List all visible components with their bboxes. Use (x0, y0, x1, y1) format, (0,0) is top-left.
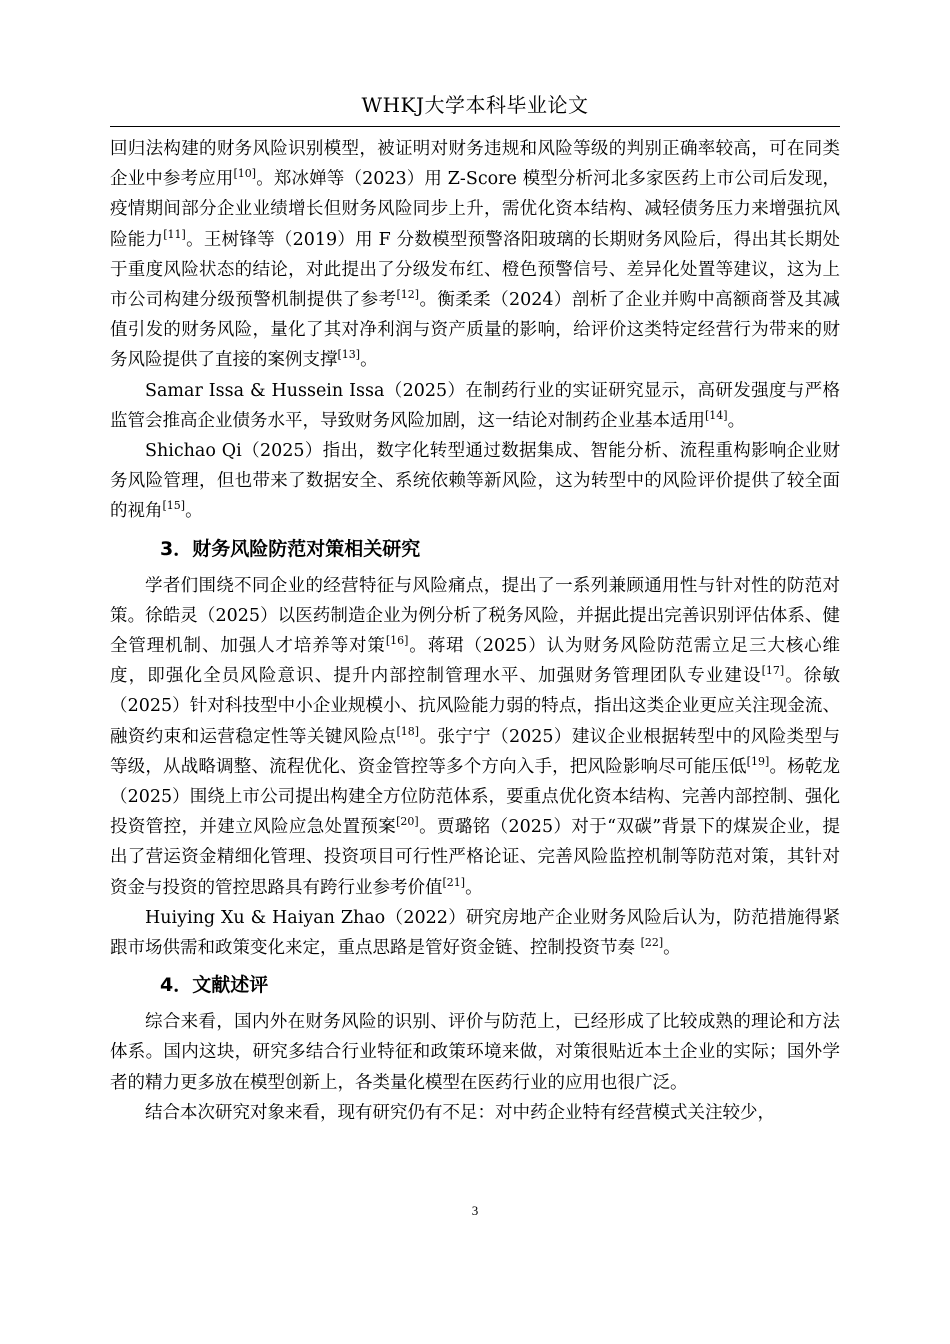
text-span: 。贾璐铭（2025）对于“双碳”背景下的煤炭企业，提出了营运资金精细化管理、投资项目可行性严格论证、完善风险监控机制等防范对策，其针对资金与投资的管控思路具有跨行业参考价值 (110, 817, 840, 898)
text-span: 。 (663, 938, 681, 959)
paragraph-6: 综合来看，国内外在财务风险的识别、评价与防范上，已经形成了比较成熟的理论和方法体系。国内这块，研究多结合行业特征和政策环境来做，对策很贴近本土企业的实际；国外学者的精力更多放在模型创新上，各类量化模型在医药行业的应用也很广泛。 (110, 1012, 840, 1093)
paragraph-1 (110, 134, 840, 376)
header-title: WHKJ大学本科毕业论文 (361, 93, 589, 117)
citation-ref: [17] (761, 664, 785, 678)
text-span: 。 (185, 501, 203, 522)
paragraph-3 (110, 436, 840, 527)
page-number: 3 (471, 1203, 479, 1218)
text-span: 。徐敏（2025）针对科技型中小企业规模小、抗风险能力弱的特点，指出这类企业更应关注现金流、融资约束和运营稳定性等关键风险点 (110, 666, 841, 747)
citation-ref: [14] (705, 409, 728, 422)
section-heading-3: 3．财务风险防范对策相关研究 (160, 537, 421, 560)
text-span: 学者们围绕不同企业的经营特征与风险痛点，提出了一系列兼顾通用性与针对性的防范对策。徐皓灵（2025）以医药制造企业为例分析了税务风险，并据此提出完善识别评估体系、健全管理机制、加强人才培养等对策 (110, 575, 840, 657)
citation-ref: [19] (746, 755, 770, 769)
section-heading-4: 4．文献述评 (160, 974, 269, 997)
citation-ref: [22] (640, 936, 664, 950)
citation-ref: [21] (442, 875, 466, 889)
citation-ref: [16] (385, 634, 409, 648)
text-span: 。衡柔柔（2024）剖析了企业并购中高额商誉及其减值引发的财务风险，量化了其对净利润与资产质量的影响，给评价这类特定经营行为带来的财务风险提供了直接的案例支撑 (110, 290, 840, 371)
body-content (110, 134, 840, 1128)
text-span: 。 (727, 410, 746, 431)
citation-ref: [13] (337, 348, 361, 362)
paragraph-2 (110, 376, 840, 436)
text-span: 回归法构建的财务风险识别模型，被证明对财务违规和风险等级的判别正确率较高，可在同类企业中参考应用 (110, 139, 840, 190)
text-span: 。王树锋等（2019）用 F 分数模型预警洛阳玻璃的长期财务风险后，得出其长期处于重度风险状态的结论，对此提出了分级发布红、橙色预警信号、差异化处置等建议，这为上市公司构建分级预警机制提供了参考 (110, 229, 841, 311)
text-span: 。张宁宁（2025）建议企业根据转型中的风险类型与等级，从战略调整、流程优化、资金管控等多个方向入手，把风险影响尽可能压低 (110, 726, 840, 777)
citation-ref: [18] (396, 724, 420, 738)
text-span: 。 (360, 350, 378, 371)
citation-ref: [11] (163, 227, 186, 241)
text-span: 。 (465, 877, 483, 898)
citation-ref: [10] (233, 167, 257, 181)
text-span: 。杨乾龙（2025）围绕上市公司提出构建全方位防范体系，要重点优化资本结构、完善内部控制、强化投资管控，并建立风险应急处置预案 (110, 756, 841, 838)
text-span: Shichao Qi（2025）指出，数字化转型通过数据集成、智能分析、流程重构影响企业财务风险管理，但也带来了数据安全、系统依赖等新风险，这为转型中的风险评价提供了较全面的视角 (110, 441, 840, 522)
citation-ref: [15] (162, 499, 186, 513)
paragraph-7: 结合本次研究对象来看，现有研究仍有不足：对中药企业特有经营模式关注较少， (145, 1102, 775, 1123)
paragraph-5 (110, 903, 840, 963)
paragraph-4 (110, 571, 840, 903)
page-header (110, 90, 840, 127)
text-span: Huiying Xu & Haiyan Zhao（2022）研究房地产企业财务风险后认为，防范措施得紧跟市场供需和政策变化来定，重点思路是管好资金链、控制投资节奏 (110, 907, 840, 959)
citation-ref: [20] (396, 815, 419, 829)
text-span: 。郑冰婵等（2023）用 Z-Score 模型分析河北多家医药上市公司后发现，疫情期间部分企业业绩增长但财务风险同步上升，需优化资本结构、减轻债务压力来增强抗风险能力 (110, 169, 841, 250)
citation-ref: [12] (396, 288, 420, 302)
text-span: 。蒋珺（2025）认为财务风险防范需立足三大核心维度，即强化全员风险意识、提升内部控制管理水平、加强财务管理团队专业建设 (110, 636, 840, 687)
text-span: Samar Issa & Hussein Issa（2025）在制药行业的实证研究显示，高研发强度与严格监管会推高企业债务水平，导致财务风险加剧，这一结论对制药企业基本适用 (110, 380, 840, 431)
